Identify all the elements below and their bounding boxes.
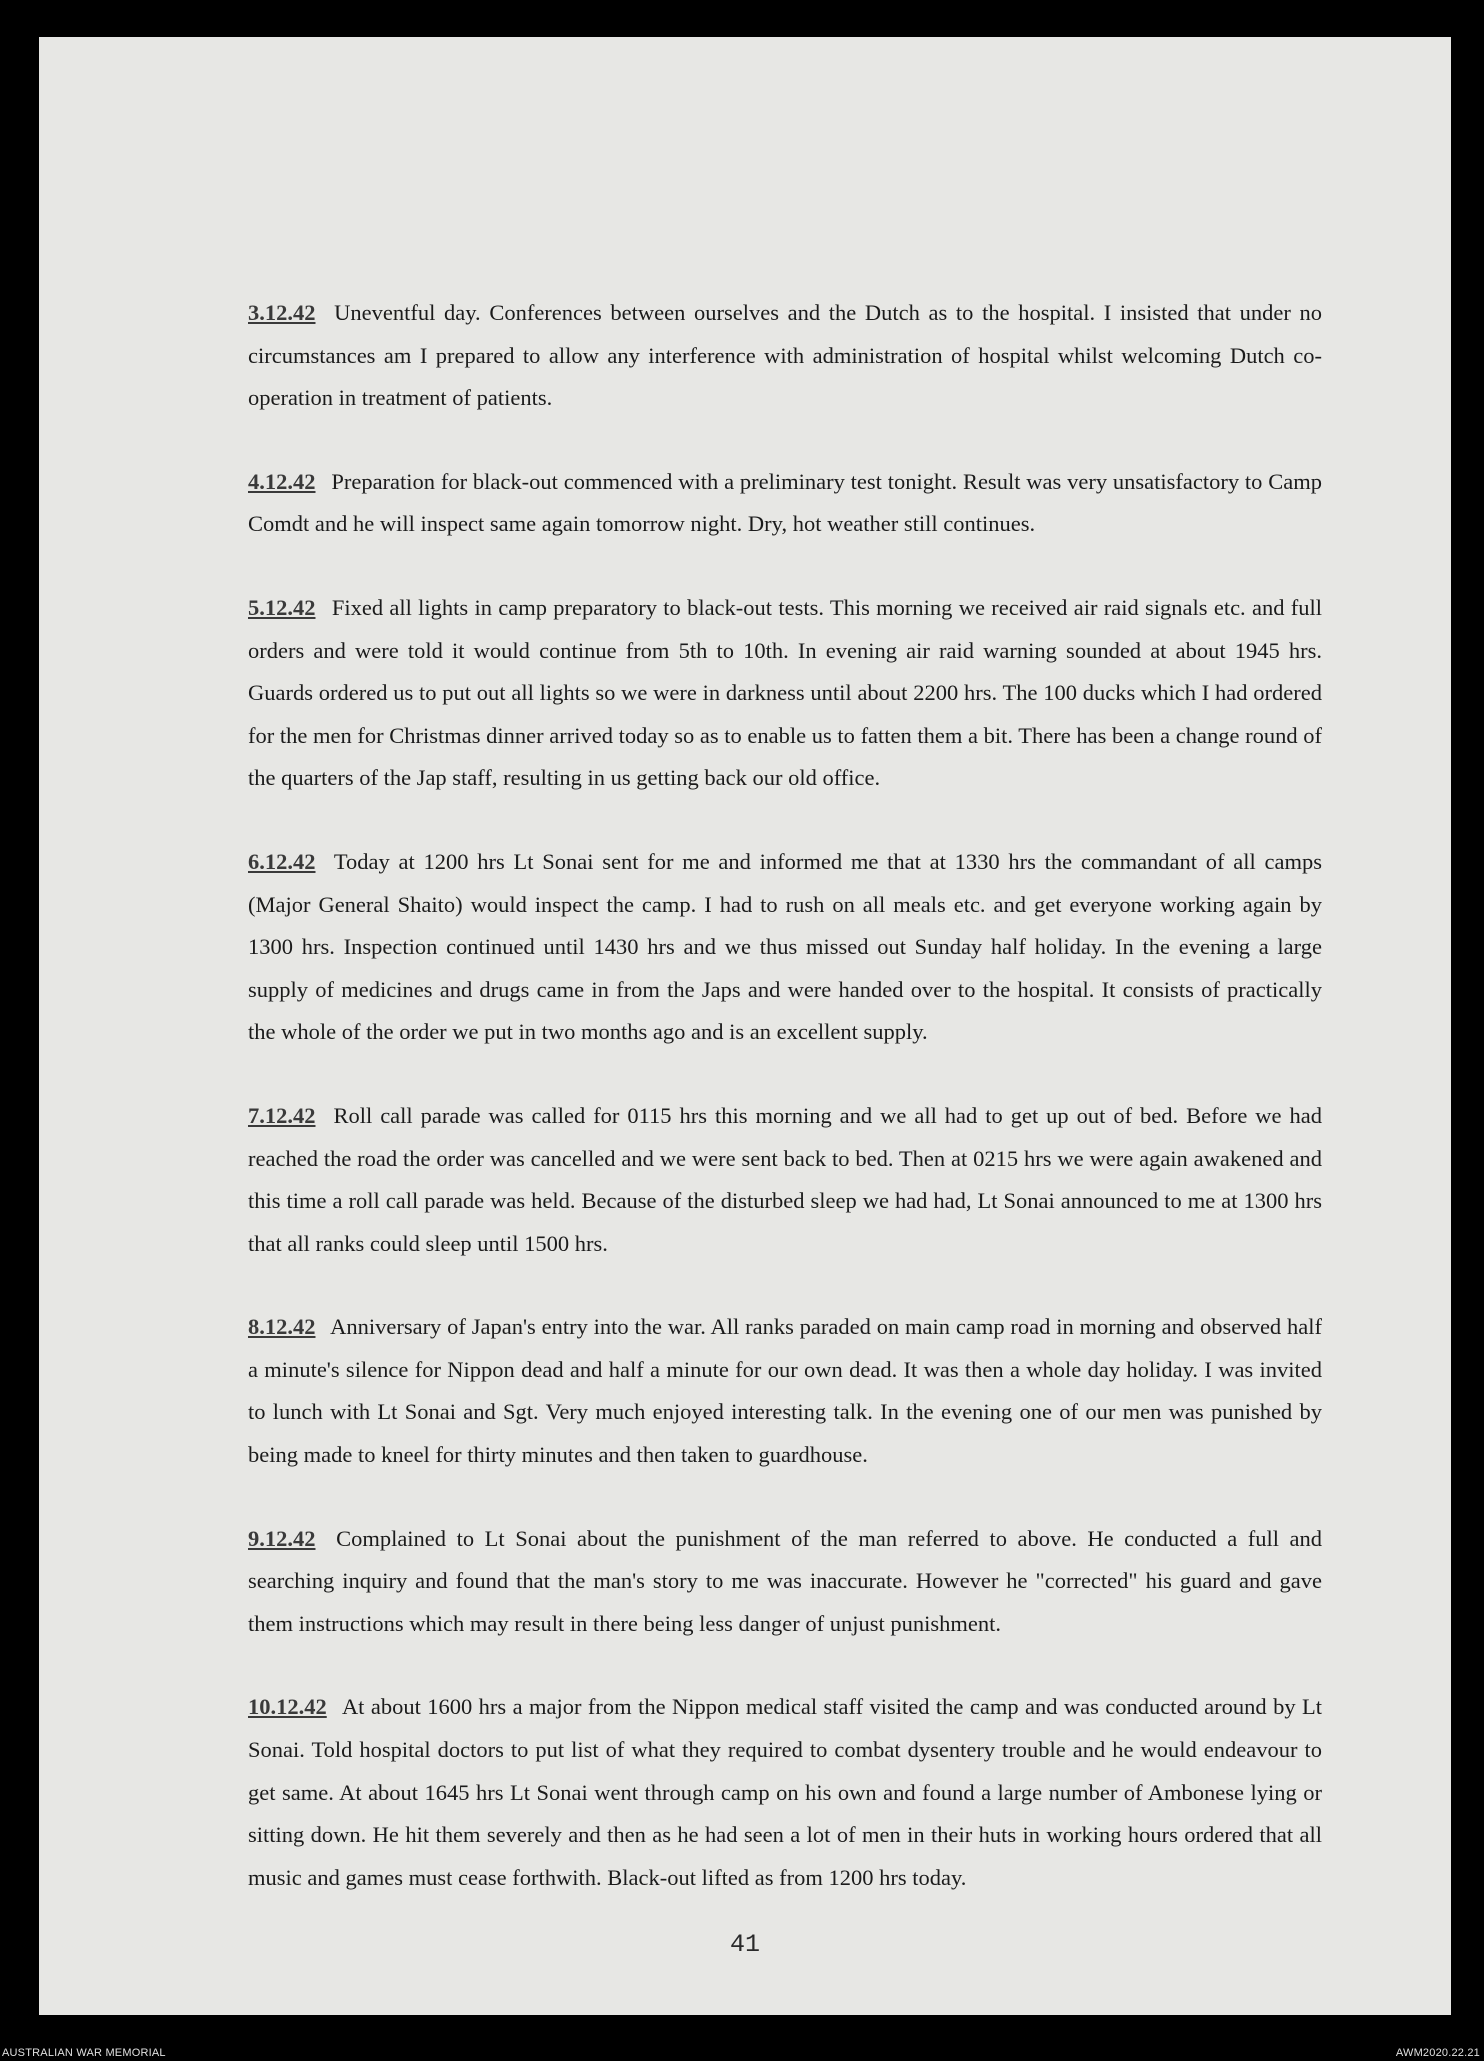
entry-text: At about 1600 hrs a major from the Nippon medical staff visited the camp and was conducted around by Lt Sonai. Told hospital doctors to put list of what they required to combat dysentery trouble and he would endeavour to get same. At about 1645 hrs Lt Sonai went through camp on his own and found a large number of Ambonese lying or sitting down. He hit them severely and then as he had seen a lot of men in their huts in working hours ordered that all music and games must cease forthwith. Black-out lifted as from 1200 hrs today. xyxy=(248,1694,1322,1890)
diary-entry xyxy=(248,1686,1322,1899)
entry-text: Today at 1200 hrs Lt Sonai sent for me and informed me that at 1330 hrs the commandant of all camps (Major General Shaito) would inspect the camp. I had to rush on all meals etc. and get everyone working again by 1300 hrs. Inspection continued until 1430 hrs and we thus missed out Sunday half holiday. In the evening a large supply of medicines and drugs came in from the Japs and were handed over to the hospital. It consists of practically the whole of the order we put in two months ago and is an excellent supply. xyxy=(248,848,1322,1045)
entry-text: Complained to Lt Sonai about the punishment of the man referred to above. He conducted a full and searching inquiry and found that the man's story to me was inaccurate. However he "corrected" his guard and gave them instructions which may result in there being less danger of unjust punishment. xyxy=(248,1525,1323,1636)
diary-entry xyxy=(248,292,1322,420)
diary-entries xyxy=(248,292,1322,1899)
entry-date: 5.12.42 xyxy=(248,594,316,620)
diary-entry xyxy=(248,1095,1322,1265)
entry-date: 6.12.42 xyxy=(248,848,316,874)
entry-text: Fixed all lights in camp preparatory to black-out tests. This morning we received air raid signals etc. and full orders and were told it would continue from 5th to 10th. In evening air raid warning sounded at about 1945 hrs. Guards ordered us to put out all lights so we were in darkness until about 2200 hrs. The 100 ducks which I had ordered for the men for Christmas dinner arrived today so as to enable us to fatten them a bit. There has been a change round of the quarters of the Jap staff, resulting in us getting back our old office. xyxy=(248,594,1323,791)
diary-entry xyxy=(248,1518,1322,1646)
entry-date: 3.12.42 xyxy=(248,300,316,325)
document-page xyxy=(39,37,1451,2015)
entry-text: Anniversary of Japan's entry into the war. All ranks paraded on main camp road in morning and observed half a minute's silence for Nippon dead and half a minute for our own dead. It was then a whole day holiday. I was invited to lunch with Lt Sonai and Sgt. Very much enjoyed interesting talk. In the evening one of our men was punished by being made to kneel for thirty minutes and then taken to guardhouse. xyxy=(248,1314,1322,1468)
diary-entry xyxy=(248,587,1322,800)
diary-entry xyxy=(248,1306,1322,1476)
archive-reference: AWM2020.22.21 xyxy=(1395,2047,1480,2059)
entry-text: Roll call parade was called for 0115 hrs this morning and we all had to get up out of bed. Before we had reached the road the order was cancelled and we were sent back to bed. Then at 0215 hrs we were again awakened and this time a roll call parade was held. Because of the disturbed sleep we had had, Lt Sonai announced to me at 1300 hrs that all ranks could sleep until 1500 hrs. xyxy=(248,1102,1322,1256)
entry-text: Uneventful day. Conferences between ourselves and the Dutch as to the hospital. I insisted that under no circumstances am I prepared to allow any interference with administration of hospital whilst welcoming Dutch co-operation in treatment of patients. xyxy=(248,300,1323,411)
entry-date: 8.12.42 xyxy=(248,1314,316,1340)
page-number: 41 xyxy=(729,1930,760,1959)
diary-entry xyxy=(248,841,1322,1054)
entry-date: 10.12.42 xyxy=(248,1694,327,1720)
entry-date: 9.12.42 xyxy=(248,1525,316,1551)
archive-label: AUSTRALIAN WAR MEMORIAL xyxy=(2,2047,166,2059)
diary-entry xyxy=(248,461,1322,546)
entry-date: 4.12.42 xyxy=(248,468,316,494)
entry-date: 7.12.42 xyxy=(248,1102,316,1128)
entry-text: Preparation for black-out commenced with a preliminary test tonight. Result was very unsatisfactory to Camp Comdt and he will inspect same again tomorrow night. Dry, hot weather still continues. xyxy=(248,468,1322,537)
